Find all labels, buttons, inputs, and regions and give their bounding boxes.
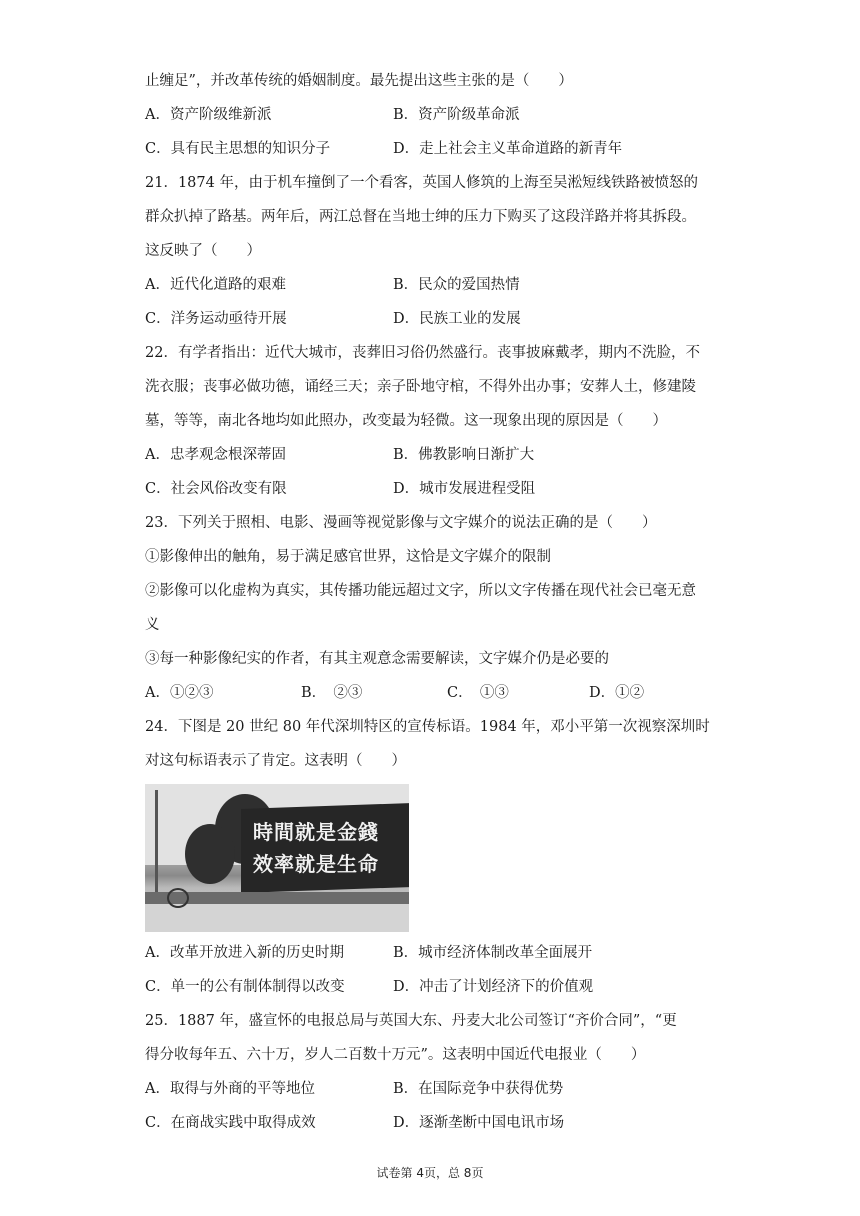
question-stem-line: 对这句标语表示了肯定。这表明（ ）: [145, 753, 406, 769]
option-c: C．在商战实践中取得成效: [145, 1115, 316, 1131]
option-b: B．资产阶级革命派: [393, 107, 520, 123]
options-row: [145, 98, 725, 132]
options-row: [145, 676, 725, 710]
photo-tree: [185, 824, 235, 884]
question-23: [145, 506, 725, 710]
question-stem-line: 25．1887 年，盛宣怀的电报总局与英国大东、丹麦大北公司签订“齐价合同”，“更: [145, 1013, 677, 1029]
option-a: A．①②③: [145, 685, 214, 701]
question-24: [145, 710, 725, 1004]
question-stem-line: 23．下列关于照相、电影、漫画等视觉影像与文字媒介的说法正确的是（ ）: [145, 515, 657, 531]
option-d: D．走上社会主义革命道路的新青年: [393, 141, 623, 157]
option-a: A．忠孝观念根深蒂固: [145, 447, 286, 463]
question-stem-line: 22．有学者指出：近代大城市，丧葬旧习俗仍然盛行。丧事披麻戴孝，期内不洗脸，不: [145, 345, 700, 361]
option-a: A．近代化道路的艰难: [145, 277, 286, 293]
option-b: B． ②③: [301, 685, 363, 701]
options-row: [145, 1106, 725, 1140]
statement-3: ③每一种影像纪实的作者，有其主观意念需要解读，文字媒介仍是必要的: [145, 651, 609, 667]
options-row: [145, 132, 725, 166]
option-c: C． ①③: [447, 685, 509, 701]
option-d: D．民族工业的发展: [393, 311, 521, 327]
option-a: A．资产阶级维新派: [145, 107, 272, 123]
options-row: [145, 1072, 725, 1106]
exam-page: [145, 64, 725, 1140]
question-stem-line: 这反映了（ ）: [145, 243, 261, 259]
option-d: D．逐渐垄断中国电讯市场: [393, 1115, 565, 1131]
question-stem-line: 群众扒掉了路基。两年后，两江总督在当地士绅的压力下购买了这段洋路并将其拆段。: [145, 209, 696, 225]
option-d: D．城市发展进程受阻: [393, 481, 536, 497]
shenzhen-slogan-photo: [145, 784, 409, 932]
question-21: [145, 166, 725, 336]
option-d: D．冲击了计划经济下的价值观: [393, 979, 594, 995]
option-b: B．在国际竞争中获得优势: [393, 1081, 564, 1097]
option-c: C．具有民主思想的知识分子: [145, 141, 331, 157]
question-25: [145, 1004, 725, 1140]
option-c: C．单一的公有制体制得以改变: [145, 979, 345, 995]
slogan-line-2: 效率就是生命: [253, 852, 379, 876]
options-row: [145, 268, 725, 302]
option-c: C．社会风俗改变有限: [145, 481, 287, 497]
question-22: [145, 336, 725, 506]
slogan-line-1: 時間就是金錢: [253, 820, 379, 844]
options-row: [145, 472, 725, 506]
question-stem-line: 得分收每年五、六十万，岁人二百数十万元”。这表明中国近代电报业（ ）: [145, 1047, 646, 1063]
option-b: B．城市经济体制改革全面展开: [393, 945, 593, 961]
question-stem-line: 止缠足”，并改革传统的婚姻制度。最先提出这些主张的是（ ）: [145, 73, 573, 89]
photo-pole: [155, 790, 158, 900]
options-row: [145, 302, 725, 336]
question-20: [145, 64, 725, 166]
statement-2-continued: 义: [145, 617, 160, 633]
photo-bicycle: [167, 888, 189, 908]
question-stem-line: 24．下图是 20 世纪 80 年代深圳特区的宣传标语。1984 年，邓小平第一次视察深圳时: [145, 719, 710, 735]
option-b: B．佛教影响日渐扩大: [393, 447, 535, 463]
option-b: B．民众的爱国热情: [393, 277, 520, 293]
options-row: [145, 438, 725, 472]
statement-2: ②影像可以化虚构为真实，其传播功能远超过文字，所以文字传播在现代社会已毫无意: [145, 583, 696, 599]
question-stem-line: 墓，等等，南北各地均如此照办，改变最为轻微。这一现象出现的原因是（ ）: [145, 413, 667, 429]
options-row: [145, 936, 725, 970]
option-c: C．洋务运动亟待开展: [145, 311, 287, 327]
option-d: D．①②: [589, 685, 645, 701]
options-row: [145, 970, 725, 1004]
page-footer: 试卷第 4页，总 8页: [376, 1166, 484, 1180]
statement-1: ①影像伸出的触角，易于满足感官世界，这恰是文字媒介的限制: [145, 549, 551, 565]
question-stem-line: 洗衣服；丧事必做功德，诵经三天；亲子卧地守棺，不得外出办事；安葬人土，修建陵: [145, 379, 696, 395]
option-a: A．取得与外商的平等地位: [145, 1081, 315, 1097]
question-stem-line: 21．1874 年，由于机车撞倒了一个看客，英国人修筑的上海至吴淞短线铁路被愤怒的: [145, 175, 698, 191]
photo-ground: [145, 904, 409, 932]
option-a: A．改革开放进入新的历史时期: [145, 945, 344, 961]
